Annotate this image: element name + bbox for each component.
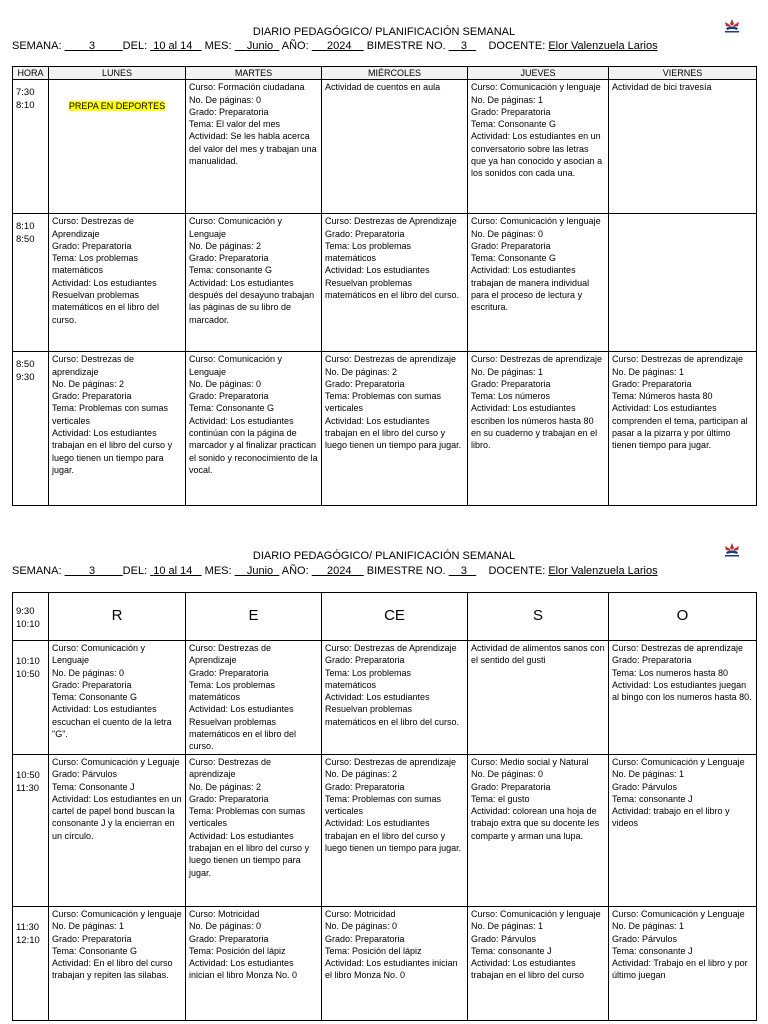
- mes-label: MES:: [204, 40, 232, 52]
- recess-letter: O: [609, 593, 757, 641]
- schedule-cell: Curso: Comunicación y Leguaje Grado: Párvulos Tema: Consonante J Actividad: Los estudiantes en un cartel de papel bond buscan la consonante J y la encierran en un círculo.: [49, 755, 186, 907]
- schedule-cell: Curso: Destrezas de aprendizaje No. De páginas: 2 Grado: Preparatoria Tema: Problemas con sumas verticales Actividad: Los estudiantes trabajan en el libro del curso y luego tienen un tiempo para jugar.: [186, 755, 322, 907]
- schedule-table-2: [12, 592, 757, 1021]
- semana-value: 3: [89, 565, 96, 577]
- bimestre-label: BIMESTRE NO.: [366, 40, 446, 52]
- bimestre-value: 3: [460, 565, 468, 577]
- table-row: [13, 755, 757, 907]
- schedule-cell: Curso: Comunicación y Lenguaje No. De páginas: 0 Grado: Preparatoria Tema: Consonante G Actividad: Los estudiantes continúan con la página de marcador y al finalizar practican el sonido y reconocimiento de la vocal.: [186, 352, 322, 506]
- mes-value: Junio: [246, 565, 274, 577]
- docente-value: Elor Valenzuela Larios: [548, 40, 658, 52]
- bimestre-value: 3: [460, 40, 468, 52]
- hour-cell: 9:30 10:10: [13, 593, 49, 641]
- schedule-cell: Curso: Destrezas de Aprendizaje Grado: Preparatoria Tema: Los problemas matemáticos Actividad: Los estudiantes Resuelvan problemas matemáticos en el libro del curso.: [322, 214, 468, 352]
- semana-label: SEMANA:: [12, 40, 62, 52]
- table-row: [13, 641, 757, 755]
- col-header-jueves: JUEVES: [468, 67, 609, 80]
- anio-value: 2024: [326, 40, 352, 52]
- schedule-cell: Curso: Comunicación y lenguaje No. De páginas: 1 Grado: Preparatoria Tema: Consonante G Actividad: Los estudiantes en un conversatorio sobre las letras que ya han conocido y asocian a los sonidos con cada una.: [468, 80, 609, 214]
- del-label: DEL:: [122, 40, 148, 52]
- highlighted-activity: PREPA EN DEPORTES: [68, 101, 166, 112]
- col-header-viernes: VIERNES: [609, 67, 757, 80]
- bimestre-label: BIMESTRE NO.: [366, 565, 446, 577]
- mes-label: MES:: [204, 565, 232, 577]
- schedule-cell: Actividad de bici travesía: [609, 80, 757, 214]
- hour-cell: 10:50 11:30: [13, 755, 49, 907]
- semana-label: SEMANA:: [12, 565, 62, 577]
- schedule-cell: Curso: Comunicación y Lenguaje No. De páginas: 1 Grado: Párvulos Tema: consonante J Actividad: Trabajo en el libro y por último juegan: [609, 907, 757, 1021]
- schedule-cell: Actividad de alimentos sanos con el sentido del gusti: [468, 641, 609, 755]
- recess-row: [13, 593, 757, 641]
- schedule-cell: [609, 214, 757, 352]
- semana-value: 3: [89, 40, 96, 52]
- schedule-cell: Curso: Motricidad No. De páginas: 0 Grado: Preparatoria Tema: Posición del lápiz Actividad: Los estudiantes inician el libro Monza No. 0: [322, 907, 468, 1021]
- table-row: [13, 80, 757, 214]
- recess-letter: R: [49, 593, 186, 641]
- schedule-cell: Curso: Destrezas de Aprendizaje Grado: Preparatoria Tema: Los problemas matemáticos Actividad: Los estudiantes Resuelvan problemas matemáticos en el libro del curso.: [186, 641, 322, 755]
- col-header-lunes: LUNES: [49, 67, 186, 80]
- recess-letter: E: [186, 593, 322, 641]
- schedule-cell: Curso: Formación ciudadana No. De páginas: 0 Grado: Preparatoria Tema: El valor del mes Actividad: Se les habla acerca del valor del mes y trabajan una manualidad.: [186, 80, 322, 214]
- hour-cell: 8:10 8:50: [13, 214, 49, 352]
- schedule-cell: Curso: Destrezas de aprendizaje No. De páginas: 1 Grado: Preparatoria Tema: Los números Actividad: Los estudiantes escriben los números hasta 80 en su cuaderno y trabajan en el libro.: [468, 352, 609, 506]
- anio-label: AÑO:: [281, 40, 309, 52]
- schedule-cell: Curso: Destrezas de aprendizaje No. De páginas: 2 Grado: Preparatoria Tema: Problemas con sumas verticales Actividad: Los estudiantes trabajan en el libro del curso y luego tienen un tiempo para jugar.: [49, 352, 186, 506]
- schedule-cell: Curso: Destrezas de aprendizaje No. De páginas: 2 Grado: Preparatoria Tema: Problemas con sumas verticales Actividad: Los estudiantes trabajan en el libro del curso y luego tienen un tiempo para jugar.: [322, 755, 468, 907]
- hour-cell: 10:10 10:50: [13, 641, 49, 755]
- schedule-cell: Curso: Comunicación y Lenguaje No. De páginas: 1 Grado: Párvulos Tema: consonante J Actividad: trabajo en el libro y videos: [609, 755, 757, 907]
- col-header-hora: HORA: [13, 67, 49, 80]
- document-title: DIARIO PEDAGÓGICO/ PLANIFICACIÓN SEMANAL: [252, 26, 516, 38]
- schedule-cell: Curso: Comunicación y lenguaje No. De páginas: 0 Grado: Preparatoria Tema: Consonante G Actividad: Los estudiantes trabajan de manera individual para el proceso de lectura y escritura.: [468, 214, 609, 352]
- mes-value: Junio: [246, 40, 274, 52]
- table-row: [13, 352, 757, 506]
- recess-letter: S: [468, 593, 609, 641]
- hour-cell: 7:30 8:10: [13, 80, 49, 214]
- table-row: [13, 907, 757, 1021]
- schedule-cell: Curso: Destrezas de aprendizaje No. De páginas: 2 Grado: Preparatoria Tema: Problemas con sumas verticales Actividad: Los estudiantes trabajan en el libro del curso y luego tienen un tiempo para jugar.: [322, 352, 468, 506]
- col-header-miercoles: MIÉRCOLES: [322, 67, 468, 80]
- schedule-table-1: [12, 66, 757, 506]
- del-label: DEL:: [122, 565, 148, 577]
- schedule-cell: Curso: Destrezas de aprendizaje No. De páginas: 1 Grado: Preparatoria Tema: Números hasta 80 Actividad: Los estudiantes comprenden el tema, participan al pasar a la pizarra y por último tienen tiempo para jugar.: [609, 352, 757, 506]
- docente-label: DOCENTE:: [488, 565, 546, 577]
- header-line: [12, 40, 658, 52]
- docente-value: Elor Valenzuela Larios: [548, 565, 658, 577]
- schedule-cell: Curso: Comunicación y Lenguaje No. De páginas: 2 Grado: Preparatoria Tema: consonante G Actividad: Los estudiantes después del desayuno trabajan las páginas de su libro de marcador.: [186, 214, 322, 352]
- header-line: [12, 565, 658, 577]
- schedule-cell: Curso: Destrezas de Aprendizaje Grado: Preparatoria Tema: Los problemas matemáticos Actividad: Los estudiantes Resuelvan problemas matemáticos en el libro del curso.: [322, 641, 468, 755]
- schedule-cell: Curso: Comunicación y lenguaje No. De páginas: 1 Grado: Párvulos Tema: consonante J Actividad: Los estudiantes trabajan en el libro del curso: [468, 907, 609, 1021]
- schedule-cell: Curso: Motricidad No. De páginas: 0 Grado: Preparatoria Tema: Posición del lápiz Actividad: Los estudiantes inician el libro Monza No. 0: [186, 907, 322, 1021]
- hour-cell: 11:30 12:10: [13, 907, 49, 1021]
- schedule-cell: Curso: Comunicación y Lenguaje No. De páginas: 0 Grado: Preparatoria Tema: Consonante G Actividad: Los estudiantes escuchan el cuento de la letra "G".: [49, 641, 186, 755]
- schedule-cell: Curso: Medio social y Natural No. De páginas: 0 Grado: Preparatoria Tema: el gusto Actividad: colorean una hoja de trabajo extra que su docente les comparte y arman una lupa.: [468, 755, 609, 907]
- table-header-row: [13, 67, 757, 80]
- anio-value: 2024: [326, 565, 352, 577]
- schedule-cell: Actividad de cuentos en aula: [322, 80, 468, 214]
- document-title: DIARIO PEDAGÓGICO/ PLANIFICACIÓN SEMANAL: [252, 550, 516, 562]
- schedule-cell: [49, 80, 186, 214]
- schedule-cell: Curso: Destrezas de aprendizaje Grado: Preparatoria Tema: Los numeros hasta 80 Actividad: Los estudiantes juegan al bingo con los numeros hasta 80.: [609, 641, 757, 755]
- del-value: 10 al 14: [153, 40, 193, 52]
- del-value: 10 al 14: [153, 565, 193, 577]
- docente-label: DOCENTE:: [488, 40, 546, 52]
- col-header-martes: MARTES: [186, 67, 322, 80]
- schedule-cell: Curso: Comunicación y lenguaje No. De páginas: 1 Grado: Preparatoria Tema: Consonante G Actividad: En el libro del curso trabajan y repiten las silabas.: [49, 907, 186, 1021]
- hour-cell: 8:50 9:30: [13, 352, 49, 506]
- recess-letter: CE: [322, 593, 468, 641]
- anio-label: AÑO:: [281, 565, 309, 577]
- schedule-cell: Curso: Destrezas de Aprendizaje Grado: Preparatoria Tema: Los problemas matemáticos Actividad: Los estudiantes Resuelvan problemas matemáticos en el libro del curso.: [49, 214, 186, 352]
- table-row: [13, 214, 757, 352]
